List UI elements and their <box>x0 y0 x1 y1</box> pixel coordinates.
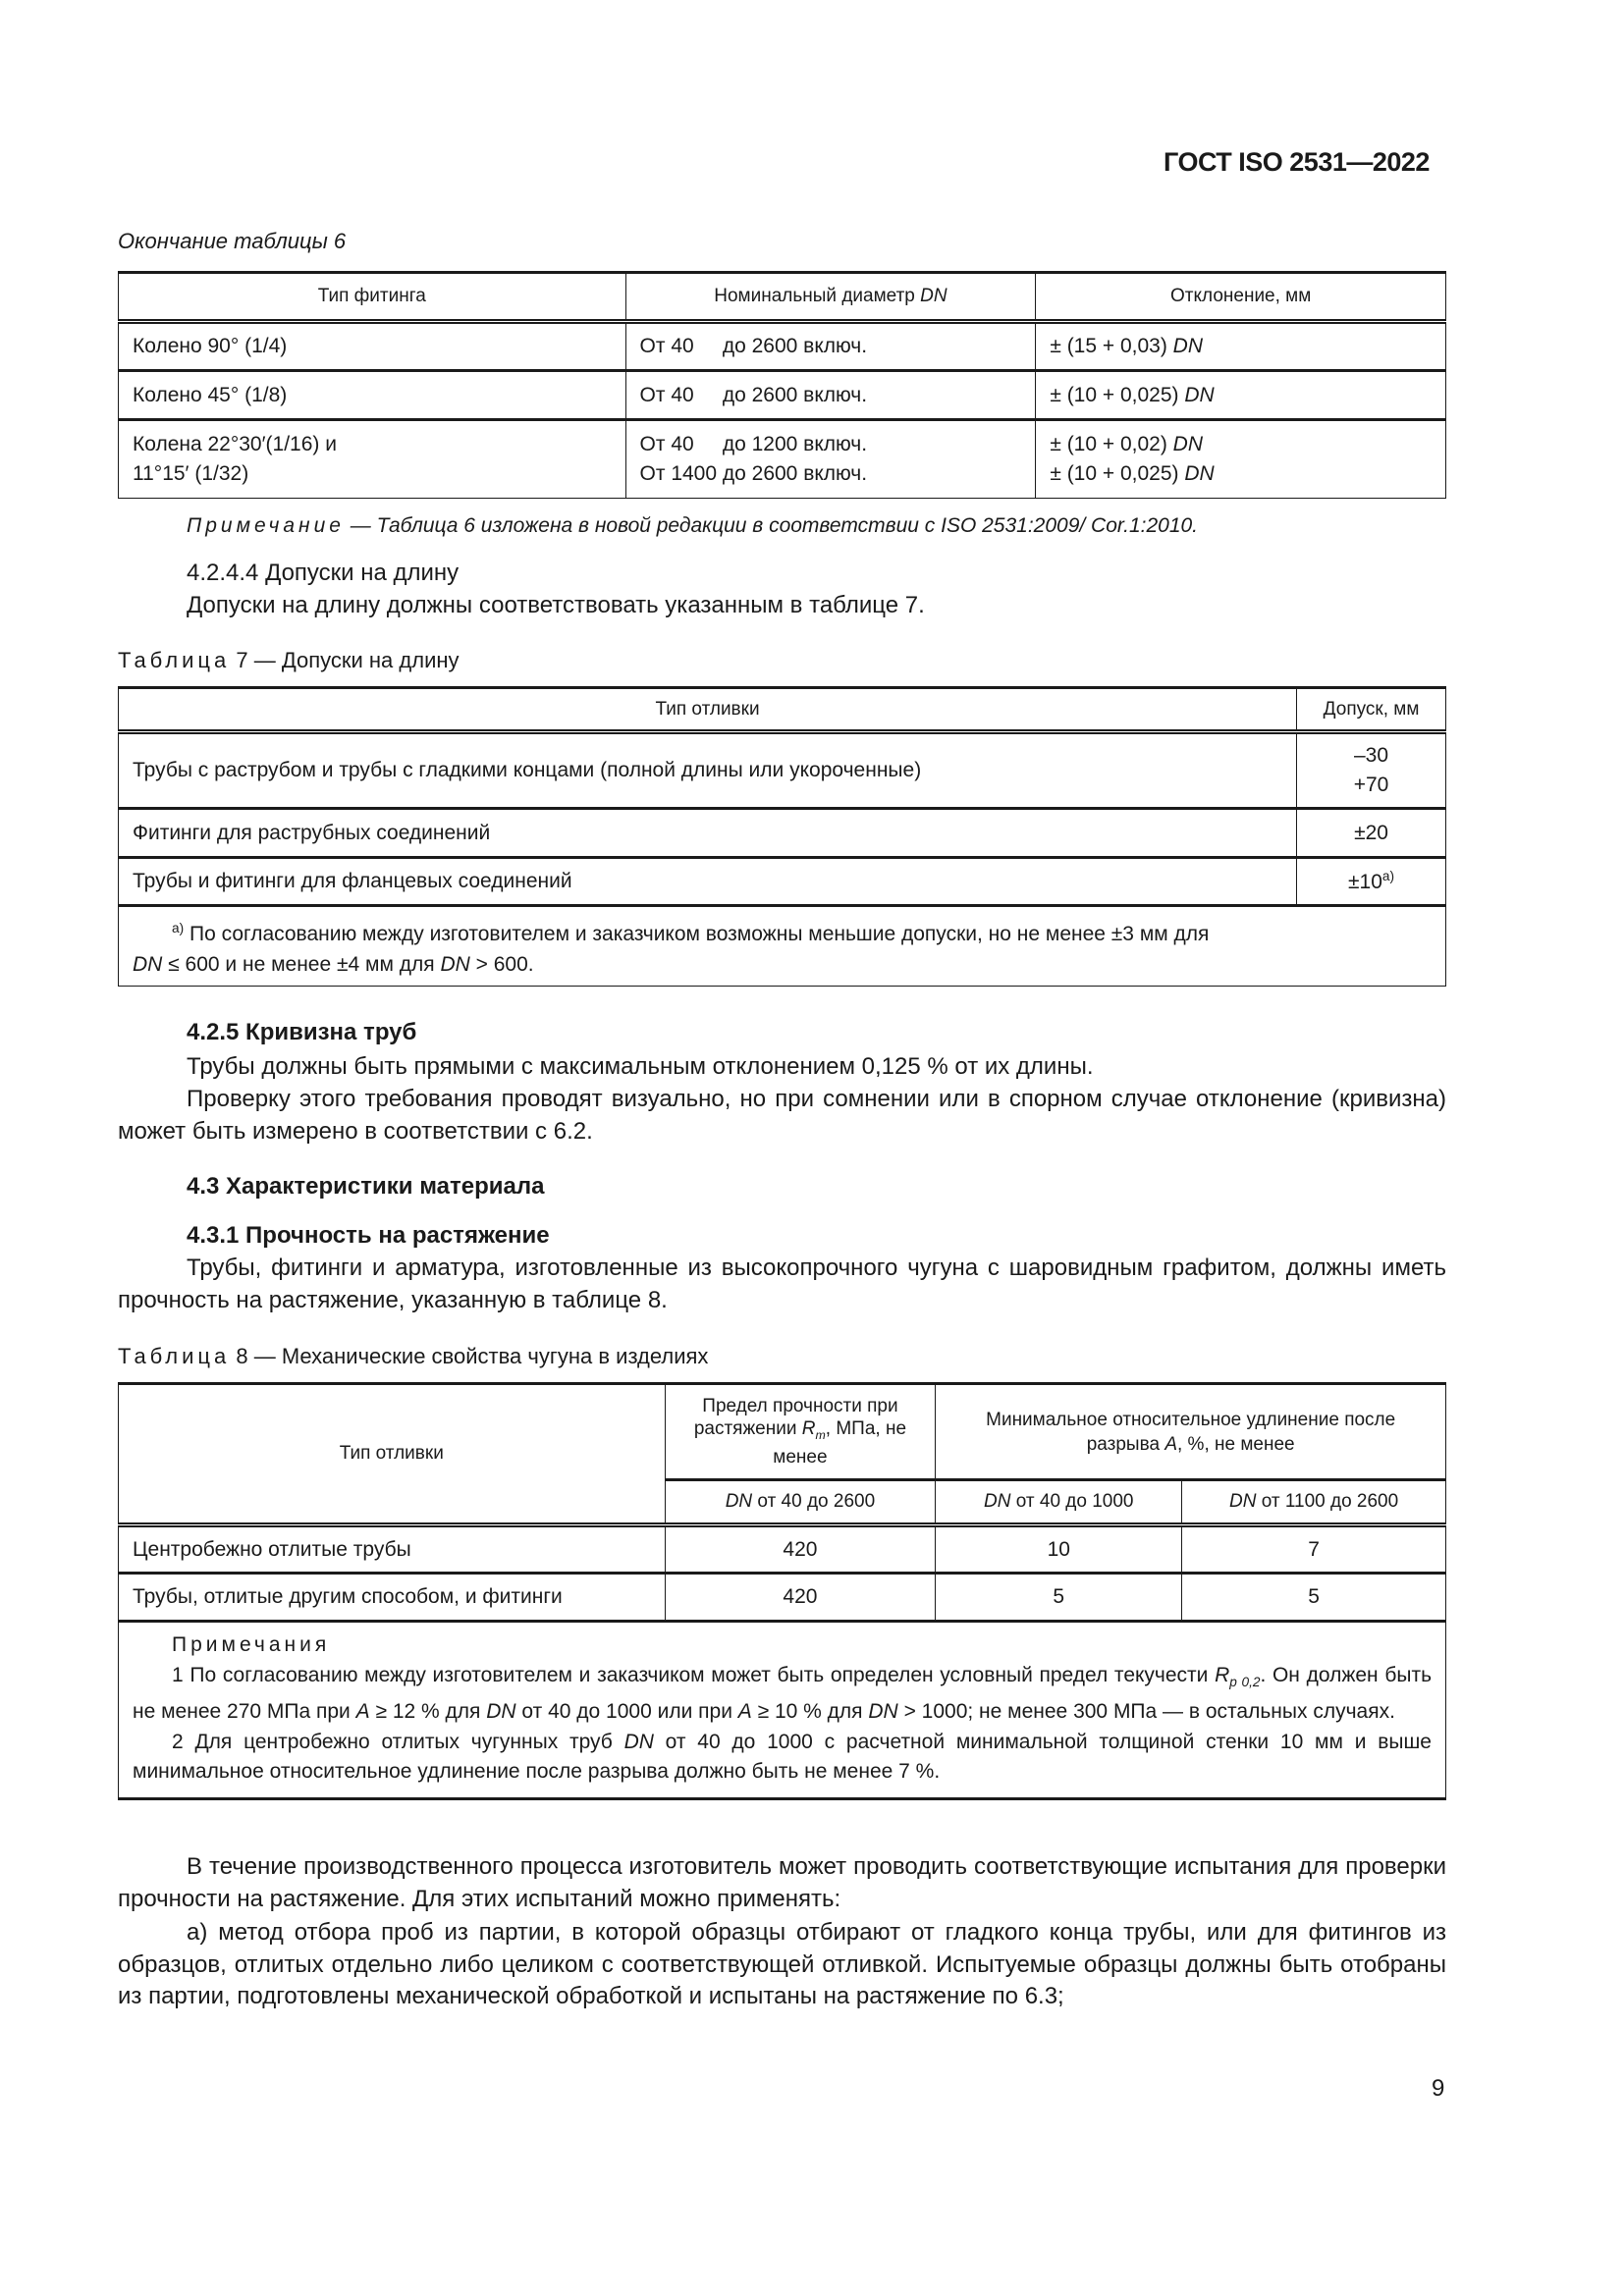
column-header: Отклонение, мм <box>1036 273 1446 322</box>
deviation: ± (15 + 0,03) DN <box>1036 322 1446 371</box>
table-7 <box>118 686 1446 987</box>
table6-continuation-label: Окончание таблицы 6 <box>118 229 347 253</box>
table-row <box>119 732 1446 809</box>
table-notes-row <box>119 1622 1446 1799</box>
deviation: ± (10 + 0,02) DN ± (10 + 0,025) DN <box>1036 420 1446 499</box>
fitting-type: Колено 45° (1/8) <box>119 371 626 420</box>
table-8 <box>118 1382 1446 1800</box>
casting-type: Фитинги для раструбных соединений <box>119 809 1297 858</box>
paragraph: Допуски на длину должны соответствовать указанным в таблице 7. <box>187 592 925 618</box>
dn-range: От 40 до 2600 включ. <box>625 371 1036 420</box>
document-code: ГОСТ ISO 2531—2022 <box>1164 147 1430 177</box>
elongation-dn40-1000: 10 <box>936 1525 1182 1574</box>
casting-type: Трубы и фитинги для фланцевых соединений <box>119 858 1297 906</box>
column-header-type: Тип отливки <box>119 1384 666 1525</box>
table-row <box>119 858 1446 906</box>
note-1: 1 По согласованию между изготовителем и заказчиком может быть определен условный предел текучести $R_{p 0,2}$. Он должен быть не менее 270 МПа при A ≥ 12 % для DN от 40 до 1000 или при A ≥ 10 % для DN > 1000; не менее 300 МПа — в остальных случаях. <box>133 1663 1433 1724</box>
table6-note <box>187 514 1198 538</box>
column-header: Номинальный диаметр DN <box>625 273 1036 322</box>
table-footnote-row <box>119 906 1446 987</box>
note-2: 2 Для центробежно отлитых чугунных труб DN от 40 до 1000 с расчетной минимальной толщиной стенки 10 мм и выше минимальное относительное удлинение после разрыва должно быть не менее 7 %. <box>133 1730 1432 1784</box>
dn-range: От 40 до 2600 включ. <box>625 322 1036 371</box>
table8-notes <box>119 1622 1446 1799</box>
subcolumn-header: DN от 40 до 1000 <box>936 1480 1182 1525</box>
column-header: Допуск, мм <box>1297 688 1446 732</box>
column-header: Тип фитинга <box>119 273 626 322</box>
subcolumn-header: DN от 40 до 2600 <box>665 1480 936 1525</box>
section-heading: 4.3 Характеристики материала <box>187 1173 545 1200</box>
tolerance: $\pm 10^{а)}$ <box>1297 858 1446 906</box>
elongation-dn40-1000: 5 <box>936 1574 1182 1622</box>
tolerance: –30 +70 <box>1297 732 1446 809</box>
dn-range: От 40 до 1200 включ. От 1400 до 2600 включ. <box>625 420 1036 499</box>
fitting-type: Колена 22°30′(1/16) и 11°15′ (1/32) <box>119 420 626 499</box>
paragraph: Трубы должны быть прямыми с максимальным отклонением 0,125 % от их длины. <box>187 1053 1094 1080</box>
casting-type: Центробежно отлитые трубы <box>119 1525 666 1574</box>
paragraph: Проверку этого требования проводят визуально, но при сомнении или в спорном случае отклонение (кривизна) может быть измерено в соответствии с 6.2. <box>118 1086 1446 1145</box>
fitting-type: Колено 90° (1/4) <box>119 322 626 371</box>
table-row <box>119 1574 1446 1622</box>
elongation-dn1100-2600: 7 <box>1182 1525 1446 1574</box>
table-row <box>119 420 1446 499</box>
page-number: 9 <box>1432 2075 1445 2102</box>
casting-type: Трубы с раструбом и трубы с гладкими концами (полной длины или укороченные) <box>119 732 1297 809</box>
column-header-elongation: Минимальное относительное удлинение после разрыва A, %, не менее <box>936 1384 1446 1480</box>
note-label: Примечание <box>187 514 345 537</box>
tolerance: ±20 <box>1297 809 1446 858</box>
section-heading: 4.3.1 Прочность на растяжение <box>187 1222 550 1249</box>
table7-caption: Таблица 7 — Допуски на длину <box>118 648 460 672</box>
paragraph: а) метод отбора проб из партии, в которой образцы отбирают от гладкого конца трубы, или для фитингов из образцов, отлитых отдельно либо целиком с соответствующей отливкой. Испытуемые образцы должны быть отобраны из партии, подготовлены механической обработкой и испытаны на растяжение по 6.3; <box>118 1919 1446 2010</box>
notes-label: Примечания <box>172 1633 331 1656</box>
casting-type: Трубы, отлитые другим способом, и фитинги <box>119 1574 666 1622</box>
elongation-dn1100-2600: 5 <box>1182 1574 1446 1622</box>
tensile-strength: 420 <box>665 1574 936 1622</box>
section-heading: 4.2.4.4 Допуски на длину <box>187 560 460 586</box>
subcolumn-header: DN от 1100 до 2600 <box>1182 1480 1446 1525</box>
table-row <box>119 371 1446 420</box>
table7-footnote: $^{а)}$ По согласованию между изготовителем и заказчиком возможны меньшие допуски, но не менее ±3 мм для DN ≤ 600 и не менее ±4 мм для DN > 600. <box>119 906 1446 987</box>
column-header: Тип отливки <box>119 688 1297 732</box>
table8-caption: Таблица 8 — Механические свойства чугуна в изделиях <box>118 1344 709 1368</box>
table-6 <box>118 271 1446 499</box>
tensile-strength: 420 <box>665 1525 936 1574</box>
table-row <box>119 1525 1446 1574</box>
paragraph: В течение производственного процесса изготовитель может проводить соответствующие испытания для проверки прочности на растяжение. Для этих испытаний можно применять: <box>118 1853 1446 1912</box>
deviation: ± (10 + 0,025) DN <box>1036 371 1446 420</box>
column-header-rm: Предел прочности при растяжении $R_m$, МПа, не менее <box>665 1384 936 1480</box>
paragraph: Трубы, фитинги и арматура, изготовленные из высокопрочного чугуна с шаровидным графитом, должны иметь прочность на растяжение, указанную в таблице 8. <box>118 1255 1446 1313</box>
table-row <box>119 322 1446 371</box>
note-text: — Таблица 6 изложена в новой редакции в соответствии с ISO 2531:2009/ Cor.1:2010. <box>344 514 1199 537</box>
section-heading: 4.2.5 Кривизна труб <box>187 1019 417 1045</box>
table-row <box>119 809 1446 858</box>
